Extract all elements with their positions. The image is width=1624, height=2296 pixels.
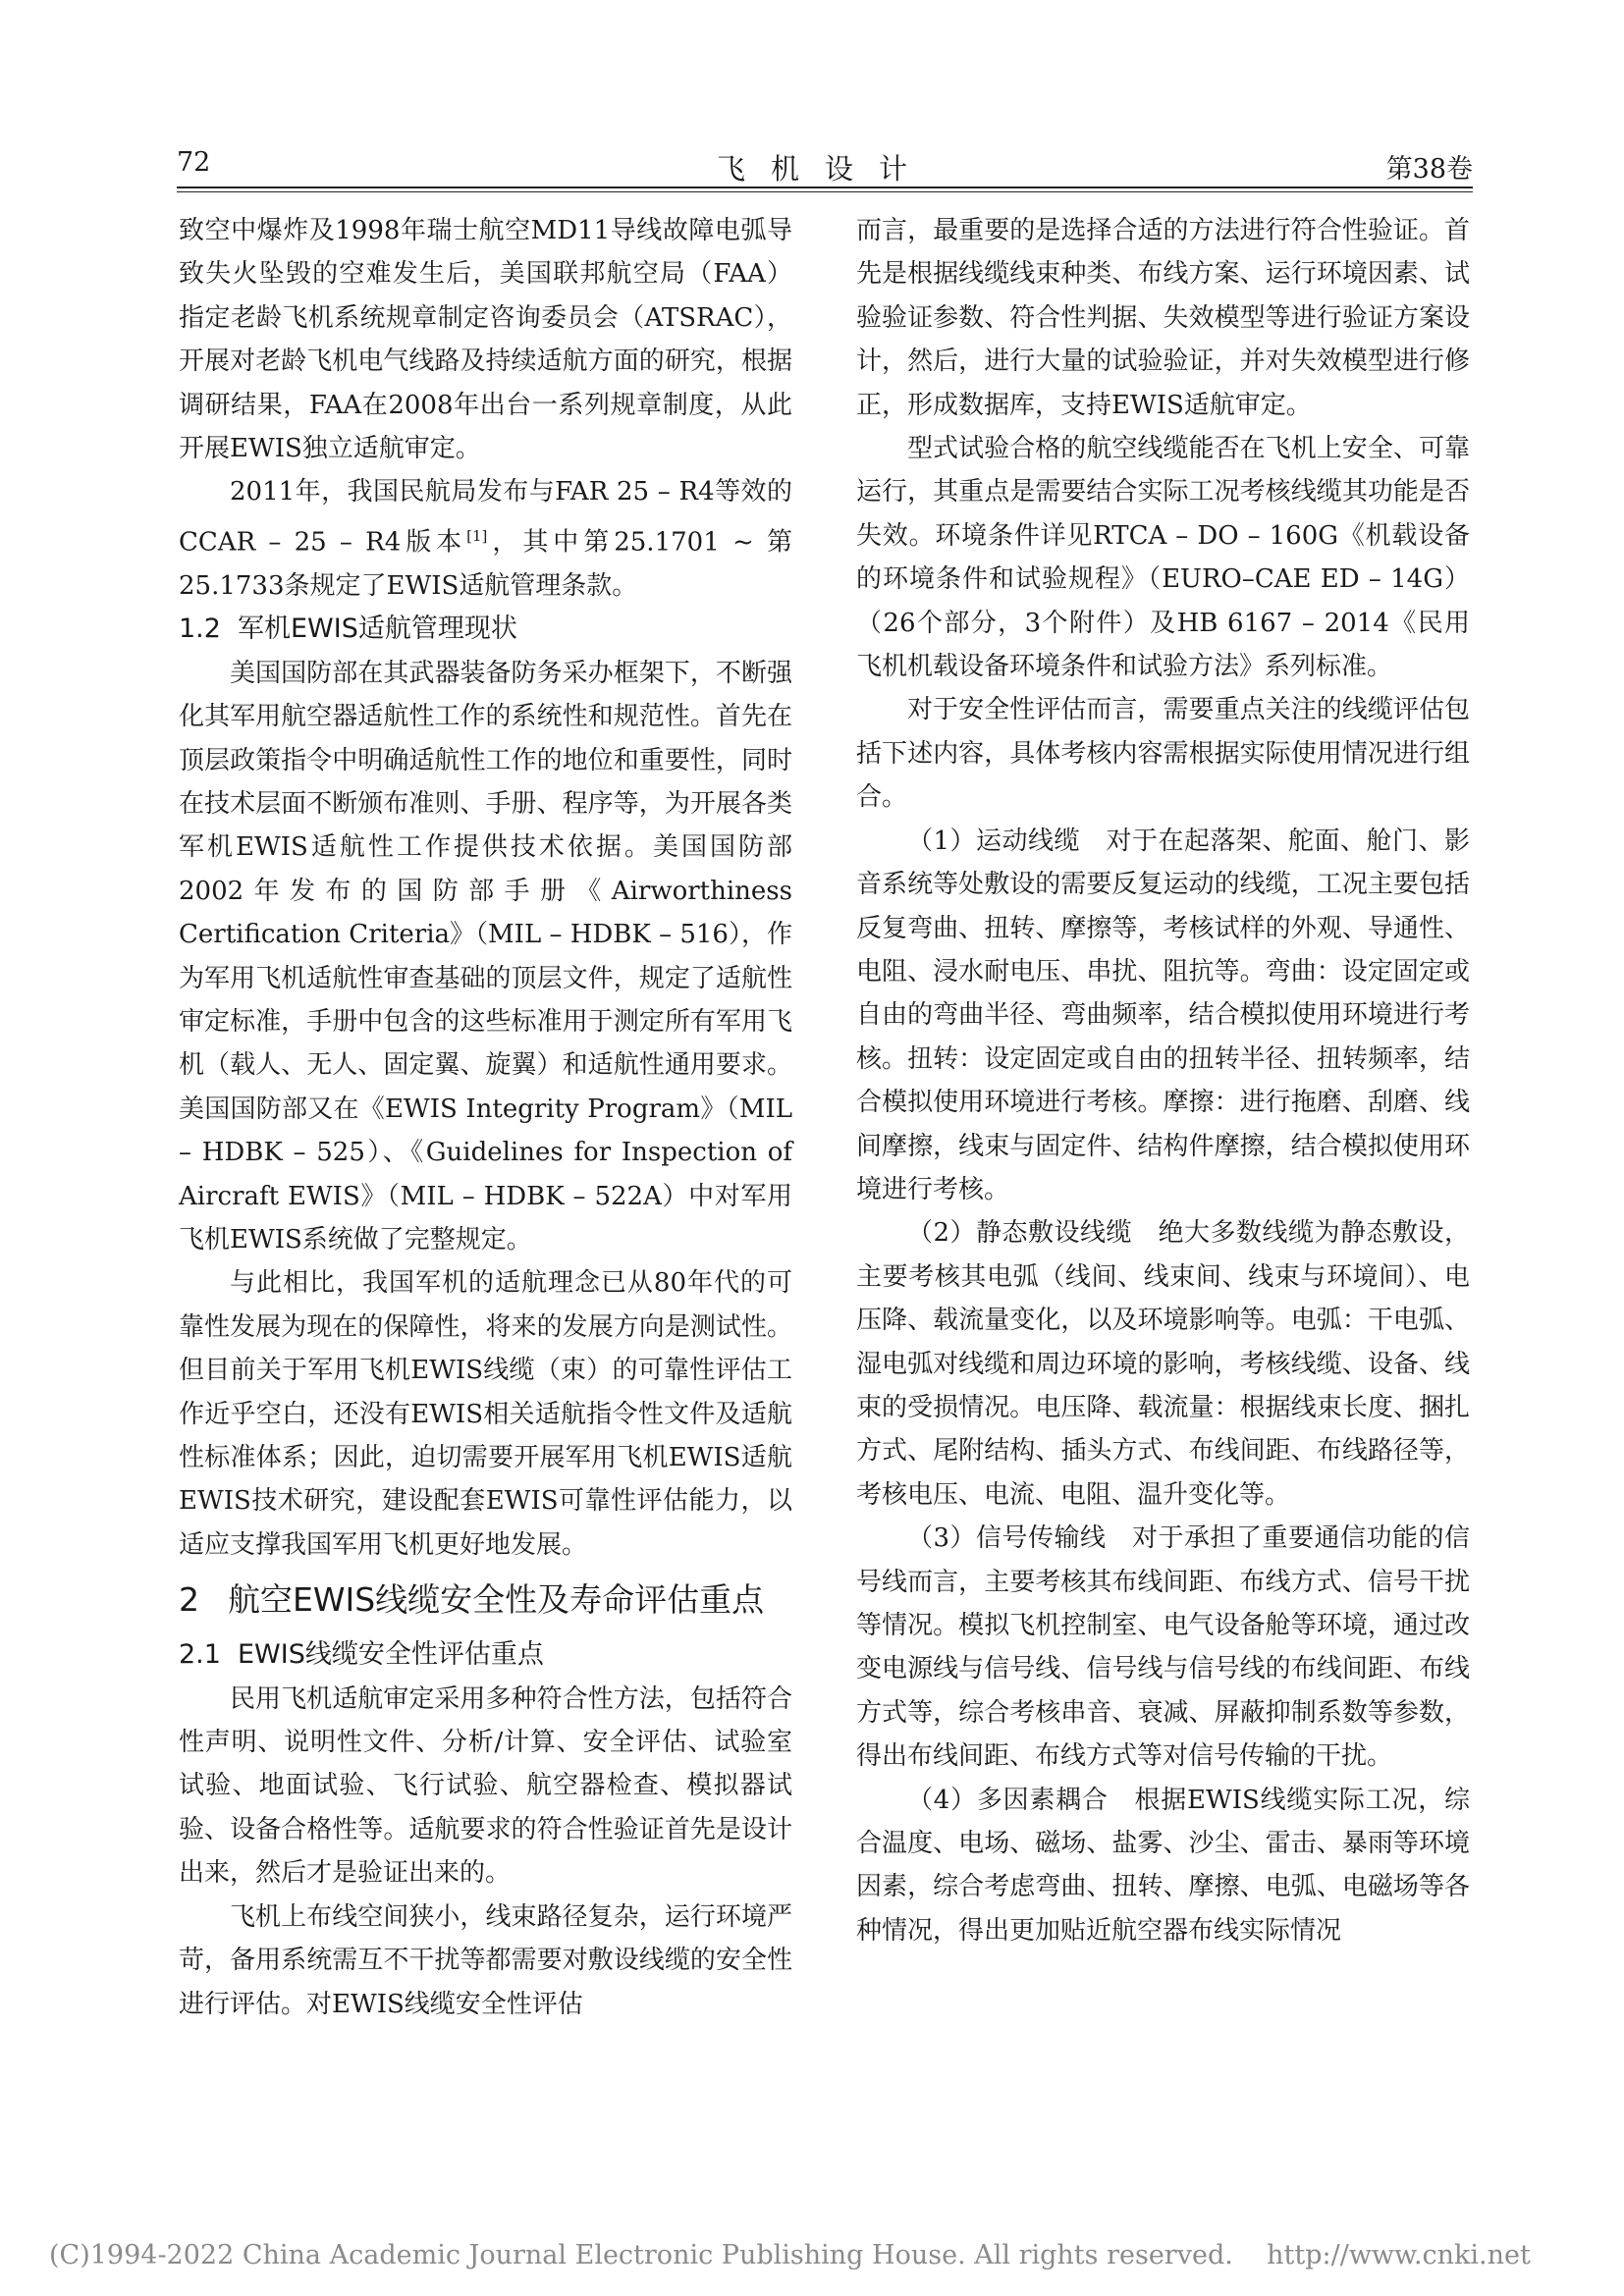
list-item xyxy=(856,1517,1470,1778)
list-item xyxy=(856,1211,1470,1517)
paragraph xyxy=(179,470,792,608)
item-heading: （1）运动线缆 xyxy=(907,826,1081,856)
item-heading: （2）静态敷设线缆 xyxy=(907,1218,1133,1249)
copyright-text: (C)1994-2022 China Academic Journal Electronic Publishing House. All rights reserved. xyxy=(49,2240,1233,2270)
copyright-footer xyxy=(49,2240,1581,2270)
paragraph: 而言，最重要的是选择合适的方法进行符合性验证。首先是根据线缆线束种类、布线方案、运行环境因素、试验验证参数、符合性判据、失效模型等进行验证方案设计，然后，进行大量的试验验证，并对失效模型进行修正，形成数据库，支持EWIS适航审定。 xyxy=(856,216,1470,420)
item-body: 对于在起落架、舵面、舱门、影音系统等处敷设的需要反复运动的线缆，工况主要包括反复弯曲、扭转、摩擦等，考核试样的外观、导通性、电阻、浸水耐电压、串扰、阻抗等。弯曲：设定固定或自由的弯曲半径、弯曲频率，结合模拟使用环境进行考核。扭转：设定固定或自由的扭转半径、扭转频率，结合模拟使用环境进行考核。摩擦：进行拖磨、刮磨、线间摩擦，线束与固定件、结构件摩擦，结合模拟使用环境进行考核。 xyxy=(856,826,1470,1204)
list-item xyxy=(856,820,1470,1212)
item-body: 根据EWIS线缆实际工况，综合温度、电场、磁场、盐雾、沙尘、雷击、暴雨等环境因素，综合考虑弯曲、扭转、摩擦、电弧、电磁场等各种情况，得出更加贴近航空器布线实际情况 xyxy=(856,1785,1470,1946)
left-column xyxy=(179,209,792,2026)
item-body: 对于承担了重要通信功能的信号线而言，主要考核其布线间距、布线方式、信号干扰等情况。模拟飞机控制室、电气设备舱等环境，通过改变电源线与信号线、信号线与信号线的布线间距、布线方式等，综合考核串音、衰减、屏蔽抑制系数等参数，得出布线间距、布线方式等对信号传输的干扰。 xyxy=(856,1523,1470,1772)
section-number: 2 xyxy=(179,1580,199,1620)
section-title: EWIS线缆安全性评估重点 xyxy=(238,1639,544,1671)
subsection-heading xyxy=(179,1633,792,1677)
paragraph: 对于安全性评估而言，需要重点关注的线缆评估包括下述内容，具体考核内容需根据实际使用情况进行组合。 xyxy=(856,695,1470,813)
page-number: 72 xyxy=(177,147,211,178)
paragraph: 与此相比，我国军机的适航理念已从80年代的可靠性发展为现在的保障性，将来的发展方向是测试性。但目前关于军用飞机EWIS线缆（束）的可靠性评估工作近乎空白，还没有EWIS相关适航指令性文件及适航性标准体系；因此，迫切需要开展军用飞机EWIS适航EWIS技术研究，建设配套EWIS可靠性评估能力，以适应支撑我国军用飞机更好地发展。 xyxy=(179,1268,792,1560)
section-heading xyxy=(179,608,792,651)
section-title: 航空EWIS线缆安全性及寿命评估重点 xyxy=(228,1580,765,1620)
header-rule-thick xyxy=(177,187,1473,188)
paragraph: 型式试验合格的航空线缆能否在飞机上安全、可靠运行，其重点是需要结合实际工况考核线缆其功能是否失效。环境条件详见RTCA – DO – 160G《机载设备的环境条件和试验规程》（EURO–CAE ED – 14G）（26个部分，3个附件）及HB 6167 – 2014《民用飞机机载设备环境条件和试验方法》系列标准。 xyxy=(856,434,1470,682)
volume-label: 第38卷 xyxy=(1385,154,1473,185)
header-rule-thin xyxy=(177,191,1473,192)
item-heading: （3）信号传输线 xyxy=(907,1523,1107,1554)
paragraph-text: ，其中第25.1701 ~ 第25.1733条规定了EWIS适航管理条款。 xyxy=(179,527,792,601)
item-heading: （4）多因素耦合 xyxy=(907,1785,1109,1815)
paragraph: 民用飞机适航审定采用多种符合性方法，包括符合性声明、说明性文件、分析/计算、安全评估、试验室试验、地面试验、飞行试验、航空器检查、模拟器试验、设备合格性等。适航要求的符合性验证首先是设计出来，然后才是验证出来的。 xyxy=(179,1683,792,1889)
running-header xyxy=(177,137,1473,187)
section-heading xyxy=(179,1578,792,1622)
list-item xyxy=(856,1779,1470,1953)
journal-title: 飞机设计 xyxy=(716,152,933,186)
paragraph: 飞机上布线空间狭小，线束路径复杂，运行环境严苛，备用系统需互不干扰等都需要对敷设线缆的安全性进行评估。对EWIS线缆安全性评估 xyxy=(179,1901,792,2019)
right-column xyxy=(856,209,1470,1952)
paragraph: 美国国防部在其武器装备防务采办框架下，不断强化其军用航空器适航性工作的系统性和规范性。首先在顶层政策指令中明确适航性工作的地位和重要性，同时在技术层面不断颁布准则、手册、程序等，为开展各类军机EWIS适航性工作提供技术依据。美国国防部2002年发布的国防部手册《Airworthiness Certification Criteria》（MIL – HDBK – 516），作为军用飞机适航性审查基础的顶层文件，规定了适航性审定标准，手册中包含的这些标准用于测定所有军用飞机（载人、无人、固定翼、旋翼）和适航性通用要求。美国国防部又在《EWIS Integrity Program》（MIL – HDBK – 525）、《Guidelines for Inspection of Aircraft EWIS》（MIL – HDBK – 522A）中对军用飞机EWIS系统做了完整规定。 xyxy=(179,658,792,1255)
paragraph-text: 2011年，我国民航局发布与FAR 25 – R4等效的CCAR – 25 – R4版本 xyxy=(179,477,792,558)
section-number: 2.1 xyxy=(179,1639,221,1671)
item-body: 绝大多数线缆为静态敷设，主要考核其电弧（线间、线束间、线束与环境间）、电压降、载流量变化，以及环境影响等。电弧：干电弧、湿电弧对线缆和周边环境的影响，考核线缆、设备、线束的受损情况。电压降、载流量：根据线束长度、捆扎方式、尾附结构、插头方式、布线间距、布线路径等，考核电压、电流、电阻、温升变化等。 xyxy=(856,1218,1470,1510)
paragraph: 致空中爆炸及1998年瑞士航空MD11导线故障电弧导致失火坠毁的空难发生后，美国联邦航空局（FAA）指定老龄飞机系统规章制定咨询委员会（ATSRAC），开展对老龄飞机电气线路及持续适航方面的研究，根据调研结果，FAA在2008年出台一系列规章制度，从此开展EWIS独立适航审定。 xyxy=(179,216,792,464)
section-title: 军机EWIS适航管理现状 xyxy=(238,614,517,645)
section-number: 1.2 xyxy=(179,614,221,645)
footer-url[interactable]: http://www.cnki.net xyxy=(1267,2240,1531,2270)
citation[interactable]: [1] xyxy=(466,526,488,545)
